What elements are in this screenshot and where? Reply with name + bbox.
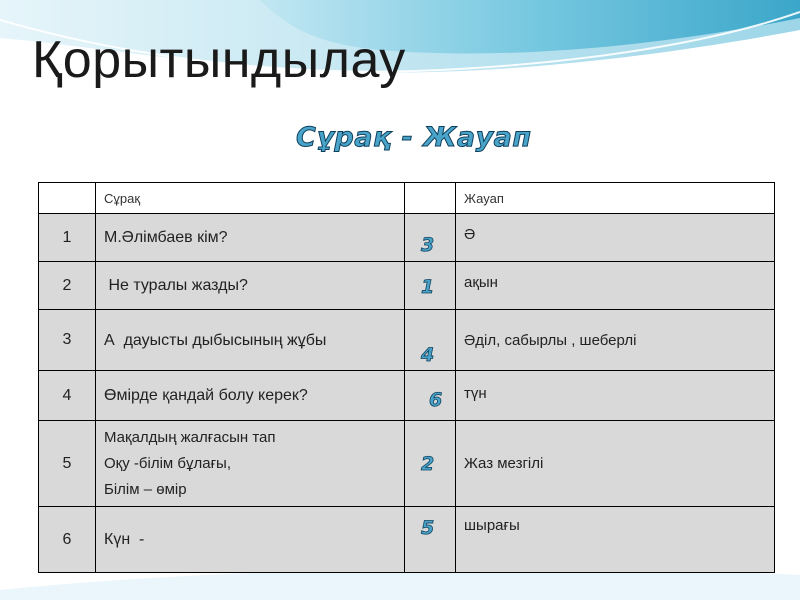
match-number-cell xyxy=(405,214,456,262)
question-text: Не туралы жазды? xyxy=(104,277,248,294)
match-number: 1 xyxy=(421,276,435,298)
question-text-line: Оқу -білім бұлағы, xyxy=(104,454,231,472)
question-text-line: Мақалдың жалғасын тап xyxy=(104,428,276,446)
question-text: Күн - xyxy=(104,531,145,548)
header-answer-cell: Жауап xyxy=(456,183,775,214)
match-number-cell xyxy=(405,262,456,310)
question-text: Өмірде қандай болу керек? xyxy=(104,387,308,404)
table-row xyxy=(39,421,775,507)
match-number-cell xyxy=(405,310,456,371)
row-number: 6 xyxy=(39,507,96,573)
match-number: 5 xyxy=(421,517,435,539)
answer-cell xyxy=(456,262,775,310)
row-number: 4 xyxy=(39,371,96,421)
answer-text: Ә xyxy=(464,226,476,243)
match-number: 2 xyxy=(421,453,435,475)
table-row xyxy=(39,310,775,371)
answer-cell xyxy=(456,371,775,421)
row-number: 1 xyxy=(39,214,96,262)
table-row xyxy=(39,371,775,421)
match-number: 4 xyxy=(421,344,435,366)
table-header-row xyxy=(39,183,775,214)
table-row xyxy=(39,262,775,310)
answer-cell xyxy=(456,214,775,262)
row-number: 3 xyxy=(39,310,96,371)
row-number: 5 xyxy=(39,421,96,507)
question-cell xyxy=(96,262,405,310)
table-row xyxy=(39,214,775,262)
table-row xyxy=(39,507,775,573)
question-cell xyxy=(96,507,405,573)
match-number: 6 xyxy=(429,389,443,411)
answer-text: түн xyxy=(464,385,487,402)
header-number-cell xyxy=(39,183,96,214)
match-number-cell xyxy=(405,421,456,507)
answer-text: ақын xyxy=(464,274,498,291)
header-match-cell xyxy=(405,183,456,214)
slide-subtitle: Сұрақ - Жауап xyxy=(296,122,532,153)
header-question-cell: Сұрақ xyxy=(96,183,405,214)
page-title: Қорытындылау xyxy=(32,31,406,89)
question-cell xyxy=(96,371,405,421)
question-cell xyxy=(96,310,405,371)
answer-text: Әділ, сабырлы , шеберлі xyxy=(464,331,637,349)
row-number: 2 xyxy=(39,262,96,310)
answer-cell xyxy=(456,310,775,371)
question-text: М.Әлімбаев кім? xyxy=(104,229,228,246)
answer-text: Жаз мезгілі xyxy=(464,455,544,472)
question-answer-table xyxy=(38,182,775,573)
question-cell xyxy=(96,214,405,262)
answer-cell xyxy=(456,507,775,573)
question-text-line: Білім – өмір xyxy=(104,480,187,498)
match-number: 3 xyxy=(421,234,435,256)
answer-cell xyxy=(456,421,775,507)
match-number-cell xyxy=(405,507,456,573)
answer-text: шырағы xyxy=(464,517,520,534)
question-text: А дауысты дыбысының жұбы xyxy=(104,331,327,349)
question-cell xyxy=(96,421,405,507)
match-number-cell xyxy=(405,371,456,421)
